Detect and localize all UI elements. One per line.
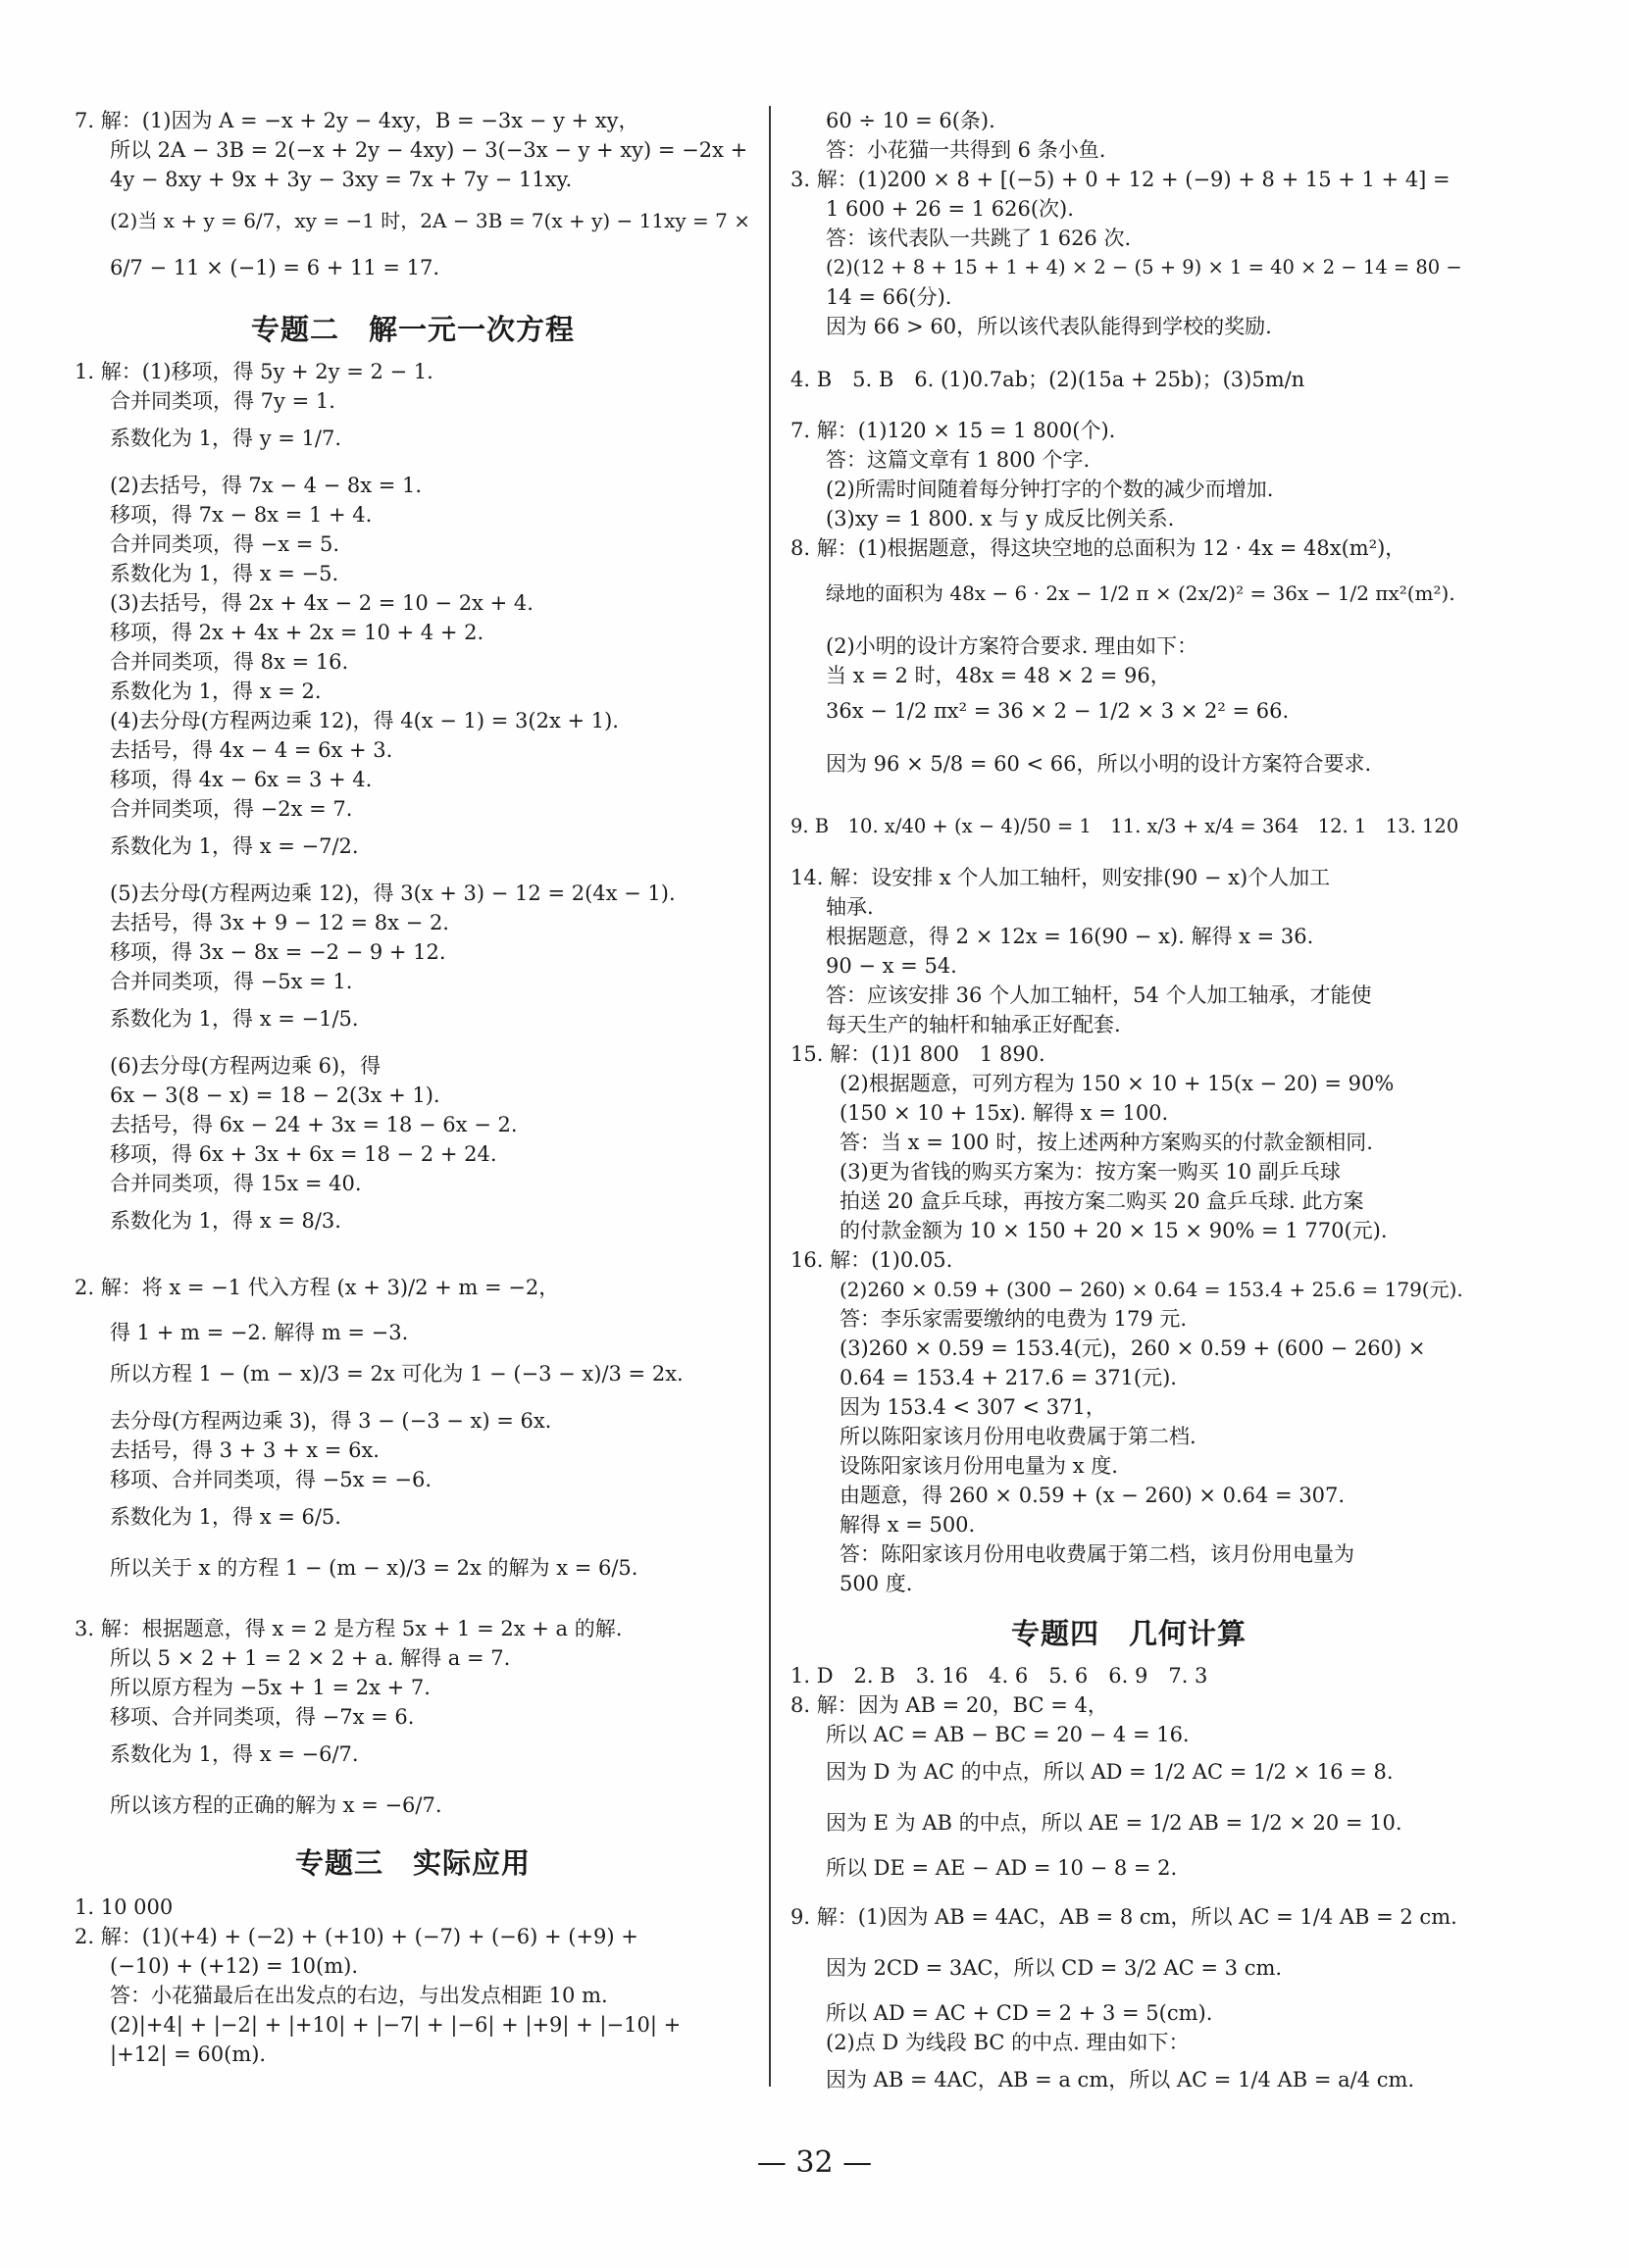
- text-line: 系数化为 1，得 x = −5.: [110, 562, 339, 585]
- text-line: (2)|+4| + |−2| + |+10| + |−7| + |−6| + |+9| + |−10| +: [110, 2013, 682, 2037]
- text-line: 因为 153.4 < 307 < 371，: [840, 1395, 1106, 1419]
- text-line: 1. 10 000: [75, 1895, 174, 1919]
- text-line: 8. 解：(1)根据题意，得这块空地的总面积为 12 · 4x = 48x(m²)，: [790, 536, 1406, 560]
- text-line: 16. 解：(1)0.05.: [790, 1248, 953, 1272]
- text-line: 500 度.: [840, 1572, 913, 1595]
- text-line: 8. 解：因为 AB = 20，BC = 4，: [790, 1693, 1108, 1717]
- text-line: (2)所需时间随着每分钟打字的个数的减少而增加.: [826, 478, 1274, 501]
- text-line: 移项、合并同类项，得 −7x = 6.: [110, 1705, 415, 1729]
- text-line: 9. 解：(1)因为 AB = 4AC，AB = 8 cm，所以 AC = 1/4 AB = 2 cm.: [790, 1905, 1457, 1929]
- text-line: 4y − 8xy + 9x + 3y − 3xy = 7x + 7y − 11xy.: [110, 168, 573, 191]
- text-line: (2)根据题意，可列方程为 150 × 10 + 15(x − 20) = 90%: [840, 1072, 1395, 1095]
- text-line: 因为 E 为 AB 的中点，所以 AE = 1/2 AB = 1/2 × 20 = 10.: [826, 1811, 1402, 1835]
- text-line: 答：小花猫一共得到 6 条小鱼.: [826, 138, 1106, 162]
- text-line: (−10) + (+12) = 10(m).: [110, 1954, 358, 1978]
- text-line: (2)点 D 为线段 BC 的中点. 理由如下：: [826, 2031, 1190, 2054]
- text-line: 3. 解：根据题意，得 x = 2 是方程 5x + 1 = 2x + a 的解.: [75, 1617, 623, 1640]
- text-line: 所以陈阳家该月份用电收费属于第二档.: [840, 1425, 1196, 1448]
- page-number: — 32 —: [756, 2145, 873, 2180]
- text-line: 所以原方程为 −5x + 1 = 2x + 7.: [110, 1676, 431, 1699]
- text-line: 由题意，得 260 × 0.59 + (x − 260) × 0.64 = 307.: [840, 1484, 1346, 1507]
- text-line: 系数化为 1，得 x = 8/3.: [110, 1209, 341, 1233]
- text-line: 14. 解：设安排 x 个人加工轴杆，则安排(90 − x)个人加工: [790, 866, 1331, 889]
- text-line: 1. 解：(1)移项，得 5y + 2y = 2 − 1.: [75, 360, 433, 383]
- text-line: (3)260 × 0.59 = 153.4(元)，260 × 0.59 + (600 − 260) ×: [840, 1336, 1426, 1360]
- text-line: 得 1 + m = −2. 解得 m = −3.: [110, 1321, 409, 1344]
- text-line: (6)去分母(方程两边乘 6)，得: [110, 1054, 382, 1078]
- text-line: 1. D 2. B 3. 16 4. 6 5. 6 6. 9 7. 3: [790, 1664, 1208, 1688]
- text-line: 7. 解：(1)120 × 15 = 1 800(个).: [790, 419, 1116, 442]
- text-line: 答：陈阳家该月份用电收费属于第二档，该月份用电量为: [840, 1542, 1354, 1566]
- text-line: 2. 解：将 x = −1 代入方程 (x + 3)/2 + m = −2，: [75, 1276, 560, 1299]
- text-line: 9. B 10. x/40 + (x − 4)/50 = 1 11. x/3 + x/4 = 364 12. 1 13. 120: [790, 815, 1459, 837]
- text-line: 1 600 + 26 = 1 626(次).: [826, 197, 1074, 221]
- text-line: 去括号，得 4x − 4 = 6x + 3.: [110, 738, 393, 762]
- text-line: 36x − 1/2 πx² = 36 × 2 − 1/2 × 3 × 2² = 66.: [826, 699, 1290, 723]
- text-line: 移项，得 2x + 4x + 2x = 10 + 4 + 2.: [110, 621, 484, 644]
- text-line: 因为 2CD = 3AC，所以 CD = 3/2 AC = 3 cm.: [826, 1956, 1283, 1980]
- text-line: 90 − x = 54.: [826, 954, 957, 978]
- text-line: 合并同类项，得 7y = 1.: [110, 389, 335, 413]
- text-line: 所以方程 1 − (m − x)/3 = 2x 可化为 1 − (−3 − x)/3 = 2x.: [110, 1362, 684, 1386]
- section-title: 专题二 解一元一次方程: [250, 313, 575, 346]
- text-line: 根据题意，得 2 × 12x = 16(90 − x). 解得 x = 36.: [826, 925, 1314, 948]
- text-line: (2)去括号，得 7x − 4 − 8x = 1.: [110, 474, 423, 497]
- text-line: 拍送 20 盒乒乓球，再按方案二购买 20 盒乒乓球. 此方案: [840, 1189, 1364, 1213]
- section-title: 专题四 几何计算: [1010, 1617, 1247, 1650]
- text-line: 因为 66 > 60，所以该代表队能得到学校的奖励.: [826, 315, 1272, 338]
- text-line: 绿地的面积为 48x − 6 · 2x − 1/2 π × (2x/2)² = 36x − 1/2 πx²(m²).: [826, 581, 1455, 605]
- text-line: 6/7 − 11 × (−1) = 6 + 11 = 17.: [110, 256, 440, 279]
- text-line: 14 = 66(分).: [826, 285, 952, 309]
- text-line: (3)更为省钱的购买方案为：按方案一购买 10 副乒乓球: [840, 1160, 1341, 1184]
- text-line: (2)当 x + y = 6/7，xy = −1 时，2A − 3B = 7(x + y) − 11xy = 7 ×: [110, 209, 751, 232]
- text-line: 移项、合并同类项，得 −5x = −6.: [110, 1468, 433, 1491]
- text-line: 系数化为 1，得 x = −1/5.: [110, 1007, 359, 1031]
- text-line: (3)xy = 1 800. x 与 y 成反比例关系.: [826, 507, 1175, 530]
- text-line: 去括号，得 3x + 9 − 12 = 8x − 2.: [110, 911, 449, 934]
- text-line: 去分母(方程两边乘 3)，得 3 − (−3 − x) = 6x.: [110, 1409, 552, 1433]
- text-line: 所以 AC = AB − BC = 20 − 4 = 16.: [826, 1723, 1190, 1746]
- text-line: 系数化为 1，得 x = −6/7.: [110, 1742, 359, 1766]
- text-line: 合并同类项，得 15x = 40.: [110, 1172, 362, 1195]
- text-line: 系数化为 1，得 y = 1/7.: [110, 427, 341, 450]
- text-line: 去括号，得 3 + 3 + x = 6x.: [110, 1438, 380, 1462]
- text-line: 移项，得 7x − 8x = 1 + 4.: [110, 503, 373, 527]
- text-line: 60 ÷ 10 = 6(条).: [826, 109, 995, 132]
- text-line: 答：该代表队一共跳了 1 626 次.: [826, 227, 1132, 250]
- column-divider: [769, 106, 771, 2087]
- text-line: 15. 解：(1)1 800 1 890.: [790, 1042, 1045, 1066]
- text-line: 所以 DE = AE − AD = 10 − 8 = 2.: [826, 1856, 1178, 1880]
- text-line: 答：小花猫最后在出发点的右边，与出发点相距 10 m.: [110, 1984, 608, 2007]
- text-line: 所以 2A − 3B = 2(−x + 2y − 4xy) − 3(−3x − y + xy) = −2x +: [110, 138, 748, 162]
- text-line: 设陈阳家该月份用电量为 x 度.: [840, 1454, 1118, 1478]
- text-line: 的付款金额为 10 × 150 + 20 × 15 × 90% = 1 770(元).: [840, 1219, 1388, 1242]
- text-line: 系数化为 1，得 x = 2.: [110, 680, 322, 703]
- text-line: (2)(12 + 8 + 15 + 1 + 4) × 2 − (5 + 9) × 1 = 40 × 2 − 14 = 80 −: [826, 256, 1462, 278]
- text-line: 系数化为 1，得 x = 6/5.: [110, 1505, 341, 1529]
- text-line: 合并同类项，得 8x = 16.: [110, 650, 349, 674]
- section-title: 专题三 实际应用: [294, 1846, 531, 1880]
- text-line: 移项，得 3x − 8x = −2 − 9 + 12.: [110, 940, 446, 964]
- text-line: 合并同类项，得 −5x = 1.: [110, 970, 353, 993]
- text-line: 答：应该安排 36 个人加工轴杆，54 个人加工轴承，才能使: [826, 983, 1372, 1007]
- text-line: 所以 AD = AC + CD = 2 + 3 = 5(cm).: [826, 2001, 1213, 2025]
- text-line: (5)去分母(方程两边乘 12)，得 3(x + 3) − 12 = 2(4x − 1).: [110, 882, 676, 905]
- text-line: 3. 解：(1)200 × 8 + [(−5) + 0 + 12 + (−9) + 8 + 15 + 1 + 4] =: [790, 168, 1451, 191]
- text-line: 2. 解：(1)(+4) + (−2) + (+10) + (−7) + (−6) + (+9) +: [75, 1925, 638, 1948]
- text-line: 4. B 5. B 6. (1)0.7ab；(2)(15a + 25b)；(3)5m/n: [790, 368, 1305, 391]
- text-line: 每天生产的轴杆和轴承正好配套.: [826, 1013, 1121, 1036]
- text-line: 因为 D 为 AC 的中点，所以 AD = 1/2 AC = 1/2 × 16 = 8.: [826, 1760, 1394, 1784]
- text-line: 因为 AB = 4AC，AB = a cm，所以 AC = 1/4 AB = a/4 cm.: [826, 2068, 1415, 2092]
- text-line: 合并同类项，得 −x = 5.: [110, 532, 340, 556]
- text-line: 答：当 x = 100 时，按上述两种方案购买的付款金额相同.: [840, 1131, 1373, 1154]
- text-line: 当 x = 2 时，48x = 48 × 2 = 96，: [826, 664, 1171, 687]
- text-line: 所以 5 × 2 + 1 = 2 × 2 + a. 解得 a = 7.: [110, 1646, 511, 1670]
- text-line: 所以关于 x 的方程 1 − (m − x)/3 = 2x 的解为 x = 6/5.: [110, 1556, 638, 1580]
- text-line: 轴承.: [826, 895, 874, 919]
- text-line: 0.64 = 153.4 + 217.6 = 371(元).: [840, 1366, 1177, 1389]
- text-line: 去括号，得 6x − 24 + 3x = 18 − 6x − 2.: [110, 1113, 518, 1136]
- text-line: (150 × 10 + 15x). 解得 x = 100.: [840, 1101, 1169, 1125]
- text-line: 移项，得 4x − 6x = 3 + 4.: [110, 768, 373, 791]
- text-line: (2)260 × 0.59 + (300 − 260) × 0.64 = 153.4 + 25.6 = 179(元).: [840, 1278, 1463, 1301]
- text-line: 系数化为 1，得 x = −7/2.: [110, 834, 359, 858]
- text-line: 合并同类项，得 −2x = 7.: [110, 797, 353, 821]
- text-line: 7. 解：(1)因为 A = −x + 2y − 4xy，B = −3x − y + xy，: [75, 109, 639, 132]
- text-line: (2)小明的设计方案符合要求. 理由如下：: [826, 634, 1198, 658]
- text-line: 所以该方程的正确的解为 x = −6/7.: [110, 1793, 442, 1817]
- text-line: |+12| = 60(m).: [110, 2042, 267, 2066]
- text-line: (3)去括号，得 2x + 4x − 2 = 10 − 2x + 4.: [110, 591, 534, 615]
- text-line: 移项，得 6x + 3x + 6x = 18 − 2 + 24.: [110, 1142, 497, 1166]
- text-line: 解得 x = 500.: [840, 1513, 976, 1537]
- text-line: 答：这篇文章有 1 800 个字.: [826, 448, 1091, 472]
- text-line: 因为 96 × 5/8 = 60 < 66，所以小明的设计方案符合要求.: [826, 752, 1372, 776]
- text-line: 答：李乐家需要缴纳的电费为 179 元.: [840, 1307, 1188, 1331]
- text-line: 6x − 3(8 − x) = 18 − 2(3x + 1).: [110, 1084, 440, 1107]
- text-line: (4)去分母(方程两边乘 12)，得 4(x − 1) = 3(2x + 1).: [110, 709, 619, 732]
